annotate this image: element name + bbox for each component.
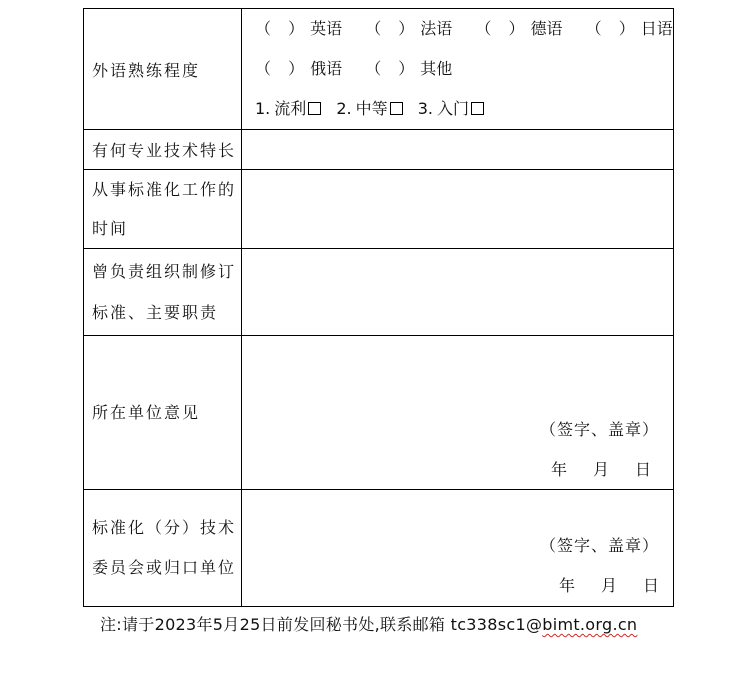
checkbox-icon[interactable] xyxy=(308,102,321,115)
language-option-german[interactable]: （ ）德语 xyxy=(475,19,563,38)
unit-opinion-date: 年 月 日 xyxy=(551,460,652,479)
standards-drafting-label-line-1: 曾负责组织制修订 xyxy=(92,262,237,281)
footnote-email-domain[interactable]: bimt.org.cn xyxy=(542,615,638,634)
checkbox-paren[interactable]: （ ） xyxy=(365,59,421,78)
row-standardization-time xyxy=(84,170,674,249)
language-option-french[interactable]: （ ）法语 xyxy=(365,19,453,38)
standardization-time-label-line-2: 时间 xyxy=(92,219,129,238)
checkbox-paren[interactable]: （ ） xyxy=(255,19,311,38)
label-cell xyxy=(84,130,242,170)
language-option-other[interactable]: （ ）其他 xyxy=(365,59,453,78)
footnote-text: 注:请于2023年5月25日前发回秘书处,联系邮箱 tc338sc1@ xyxy=(100,615,543,634)
unit-opinion-cell[interactable] xyxy=(242,336,674,490)
level-beginner[interactable]: 3. 入门 xyxy=(418,99,494,118)
row-standards-drafting xyxy=(84,249,674,336)
row-unit-opinion xyxy=(84,336,674,490)
unit-opinion-label: 所在单位意见 xyxy=(92,403,201,422)
footnote xyxy=(100,612,637,635)
foreign-language-label: 外语熟练程度 xyxy=(92,60,201,80)
checkbox-paren[interactable]: （ ） xyxy=(365,19,421,38)
checkbox-paren[interactable]: （ ） xyxy=(475,19,531,38)
standards-drafting-field[interactable] xyxy=(242,249,674,336)
language-options-line-1 xyxy=(255,9,673,49)
label-cell xyxy=(84,170,242,249)
standardization-time-field[interactable] xyxy=(242,170,674,249)
standards-drafting-label-line-2: 标准、主要职责 xyxy=(92,303,219,322)
foreign-language-cell xyxy=(242,9,674,130)
label-cell xyxy=(84,9,242,130)
checkbox-paren[interactable]: （ ） xyxy=(255,59,311,78)
checkbox-icon[interactable] xyxy=(390,102,403,115)
standardization-time-label-line-1: 从事标准化工作的 xyxy=(92,180,237,199)
row-foreign-language xyxy=(84,9,674,130)
committee-unit-label-line-2: 委员会或归口单位 xyxy=(92,558,237,577)
checkbox-icon[interactable] xyxy=(471,102,484,115)
committee-unit-sign: （签字、盖章） xyxy=(539,536,659,555)
language-options-line-2 xyxy=(255,49,673,89)
committee-unit-cell[interactable] xyxy=(242,490,674,607)
level-fluent[interactable]: 1. 流利 xyxy=(255,99,331,118)
checkbox-paren[interactable]: （ ） xyxy=(585,19,641,38)
language-option-russian[interactable]: （ ）俄语 xyxy=(255,59,343,78)
row-specialty xyxy=(84,130,674,170)
committee-unit-date: 年 月 日 xyxy=(559,576,660,595)
label-cell xyxy=(84,336,242,490)
language-option-english[interactable]: （ ）英语 xyxy=(255,19,343,38)
unit-opinion-sign: （签字、盖章） xyxy=(539,420,659,439)
committee-unit-label-line-1: 标准化（分）技术 xyxy=(92,518,237,537)
level-intermediate[interactable]: 2. 中等 xyxy=(336,99,412,118)
member-form-table xyxy=(83,8,674,607)
specialty-label: 有何专业技术特长 xyxy=(92,141,237,160)
proficiency-levels-line xyxy=(255,89,673,129)
row-committee-unit xyxy=(84,490,674,607)
specialty-field[interactable] xyxy=(242,130,674,170)
language-option-japanese[interactable]: （ ）日语 xyxy=(585,19,673,38)
label-cell xyxy=(84,249,242,336)
label-cell xyxy=(84,490,242,607)
